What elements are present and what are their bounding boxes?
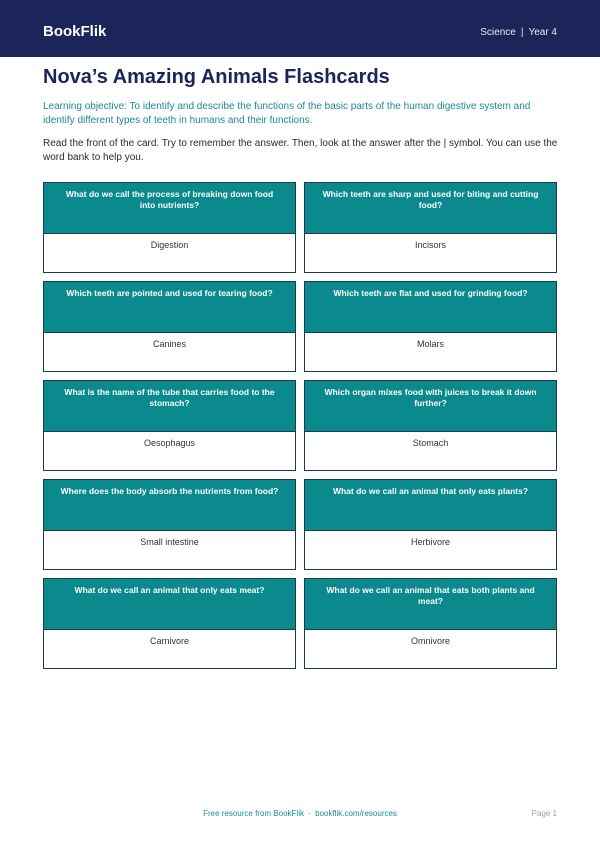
card-question: Which organ mixes food with juices to break it down further? (305, 381, 556, 431)
brand-logo[interactable]: BookFlik (43, 23, 107, 40)
card-answer: Stomach (305, 431, 556, 470)
card-question: What do we call an animal that only eats plants? (305, 480, 556, 530)
card-question: What do we call the process of breaking down food into nutrients? (44, 183, 295, 233)
flashcard[interactable] (43, 380, 296, 471)
instructions: Read the front of the card. Try to remember the answer. Then, look at the answer after the | symbol. You can use the word bank to help you. (43, 138, 558, 163)
card-question: Which teeth are pointed and used for tearing food? (44, 282, 295, 332)
card-answer: Omnivore (305, 629, 556, 668)
breadcrumb (480, 27, 557, 39)
breadcrumb-separator: | (520, 27, 524, 38)
card-question: Where does the body absorb the nutrients from food? (44, 480, 295, 530)
footer-link[interactable]: bookflik.com/resources (315, 809, 397, 818)
card-question: Which teeth are flat and used for grinding food? (305, 282, 556, 332)
card-answer: Molars (305, 332, 556, 371)
card-question: What do we call an animal that only eats meat? (44, 579, 295, 629)
flashcard[interactable] (43, 578, 296, 669)
footer (0, 809, 600, 819)
year-label: Year 4 (528, 27, 557, 38)
subject-label: Science (480, 27, 516, 38)
learning-objective: Learning objective: To identify and describe the functions of the basic parts of the human digestive system and identify different types of teeth in humans and their functions. (43, 101, 531, 126)
flashcard[interactable] (304, 578, 557, 669)
flashcard[interactable] (43, 479, 296, 570)
header-bar (0, 0, 600, 57)
card-question: Which teeth are sharp and used for biting and cutting food? (305, 183, 556, 233)
flashcard[interactable] (304, 380, 557, 471)
card-answer: Herbivore (305, 530, 556, 569)
footer-separator: · (308, 809, 311, 818)
page-title: Nova’s Amazing Animals Flashcards (43, 66, 390, 88)
card-answer: Oesophagus (44, 431, 295, 470)
page-number: Page 1 (531, 809, 557, 818)
card-question: What do we call an animal that eats both plants and meat? (305, 579, 556, 629)
footer-text: Free resource from BookFlik (203, 809, 304, 818)
flashcard[interactable] (43, 182, 296, 273)
card-question: What is the name of the tube that carries food to the stomach? (44, 381, 295, 431)
flashcard-grid (43, 182, 557, 669)
flashcard[interactable] (304, 479, 557, 570)
card-answer: Digestion (44, 233, 295, 272)
card-answer: Small intestine (44, 530, 295, 569)
card-answer: Canines (44, 332, 295, 371)
flashcard[interactable] (43, 281, 296, 372)
card-answer: Incisors (305, 233, 556, 272)
flashcard[interactable] (304, 182, 557, 273)
flashcard[interactable] (304, 281, 557, 372)
card-answer: Carnivore (44, 629, 295, 668)
